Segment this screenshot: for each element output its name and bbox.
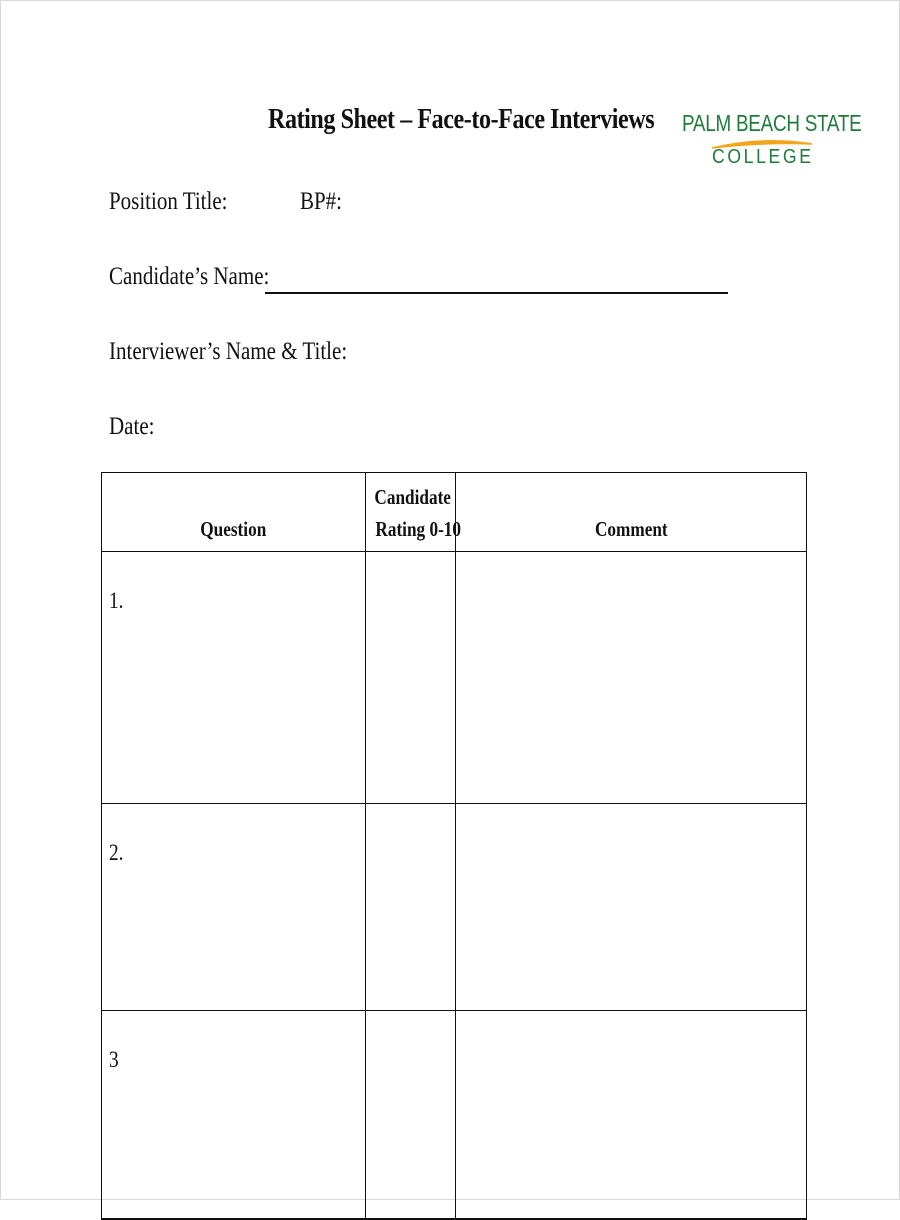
document-title: Rating Sheet – Face-to-Face Interviews (268, 104, 655, 135)
candidate-name-line[interactable] (265, 292, 728, 294)
comment-header: Comment (456, 473, 807, 552)
question-cell[interactable] (102, 804, 366, 1011)
comment-cell[interactable] (456, 552, 807, 804)
rating-cell[interactable] (366, 1011, 456, 1220)
table-header-row (102, 473, 807, 552)
question-number: 1. (109, 588, 124, 613)
college-logo (682, 108, 862, 178)
comment-cell[interactable] (456, 1011, 807, 1220)
position-title-label: Position Title: (109, 188, 228, 215)
table-row (102, 552, 807, 804)
interviewer-label: Interviewer’s Name & Title: (109, 338, 348, 365)
bp-number-label: BP#: (300, 188, 343, 215)
question-cell[interactable] (102, 552, 366, 804)
table-row (102, 1011, 807, 1220)
rating-table (101, 472, 807, 1220)
logo-text-line2: COLLEGE (712, 146, 814, 168)
question-number: 3 (109, 1047, 119, 1072)
table-row (102, 804, 807, 1011)
question-number: 2. (109, 840, 124, 865)
date-label: Date: (109, 413, 155, 440)
question-cell[interactable] (102, 1011, 366, 1220)
rating-cell[interactable] (366, 552, 456, 804)
comment-cell[interactable] (456, 804, 807, 1011)
rating-cell[interactable] (366, 804, 456, 1011)
logo-text-line1: PALM BEACH STATE (682, 110, 862, 136)
rating-header: Candidate Rating 0-10 (366, 473, 456, 552)
question-header: Question (102, 473, 366, 552)
candidate-name-label: Candidate’s Name: (109, 263, 270, 290)
